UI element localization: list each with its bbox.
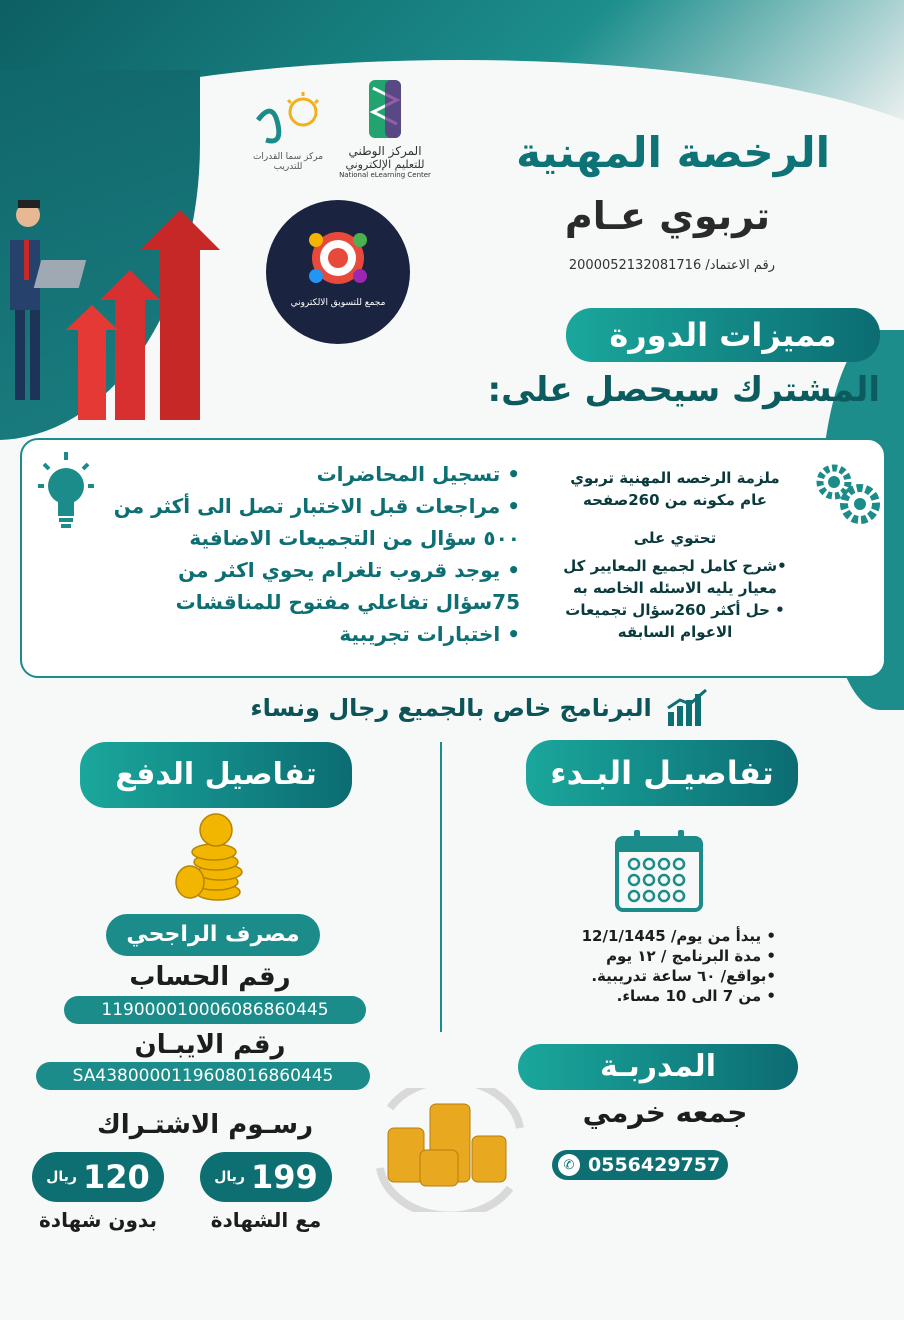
coin-stack-icon: [170, 812, 248, 902]
iban-label: رقم الايبـان: [134, 1030, 286, 1060]
iban-number[interactable]: SA4380000119608016860445: [36, 1062, 370, 1090]
payment-heading: تفاصيل الدفع: [80, 742, 352, 808]
growth-chart-icon: [664, 688, 710, 728]
account-label: رقم الحساب: [129, 962, 291, 992]
price-label: مع الشهادة: [210, 1208, 322, 1232]
start-item: • من 7 الى 10 مساء.: [616, 987, 776, 1005]
price-currency: ريال: [214, 1169, 245, 1185]
features-left-column: [110, 458, 520, 650]
lightbulb-icon: [28, 448, 104, 534]
section-divider: [440, 742, 442, 1032]
booklet-line-2: عام مكونه من 260صفحه: [583, 491, 767, 509]
phone-icon: ✆: [558, 1154, 580, 1176]
price-without-certificate: [32, 1152, 164, 1202]
start-item: •بواقع/ ٦٠ ساعة تدريبية.: [591, 967, 776, 985]
start-heading: تفاصيـل البـدء: [526, 740, 798, 806]
sama-logo-text: مركز سما القدرات للتدريب: [252, 152, 324, 172]
start-item: • مدة البرنامج / ١٢ يوم: [606, 947, 776, 965]
left-item: • يوجد قروب تلغرام يحوي اكثر من 75سؤال تفاعلي مفتوح للمناقشات: [175, 558, 520, 614]
coins-exchange-icon: [360, 1088, 540, 1212]
accreditation-number: رقم الاعتماد/ 2000052132081716: [568, 258, 775, 273]
booklet-line-1: ملزمة الرخصه المهنية تربوي: [570, 469, 780, 487]
price-currency: ريال: [46, 1169, 77, 1185]
price-amount: 199: [250, 1158, 318, 1196]
page-title: الرخصة المهنية: [516, 128, 830, 177]
marketing-logo: [266, 200, 410, 344]
program-note: [200, 686, 760, 730]
contains-label: تحتوي على: [633, 529, 717, 547]
target-icon: [298, 218, 378, 298]
program-note-text: البرنامج خاص بالجميع رجال ونساء: [250, 694, 652, 722]
price-amount: 120: [82, 1158, 150, 1196]
trainer-phone: 0556429757: [588, 1154, 721, 1176]
national-logo-en: National eLearning Center: [339, 171, 431, 179]
right-item: •شرح كامل لجميع المعايير كل معيار يليه الاسئله الخاصه به: [563, 557, 787, 597]
features-subheading: المشترك سيحصل على:: [487, 370, 880, 410]
left-item: • اختبارات تجريبية: [339, 622, 520, 646]
national-center-logo-icon: [365, 78, 405, 140]
gears-icon: [810, 460, 882, 524]
national-logo-ar-1: المركز الوطني: [348, 144, 422, 158]
calendar-icon: [614, 828, 704, 914]
features-heading: مميزات الدورة: [566, 308, 880, 362]
right-item: • حل أكثر 260سؤال تجميعات الاعوام السابقه: [565, 601, 785, 641]
account-number[interactable]: 119000010006086860445: [64, 996, 366, 1024]
businessman-growth-illustration: [0, 190, 230, 420]
price-label: بدون شهادة: [39, 1208, 157, 1232]
trainer-name: جمعه خرمي: [582, 1096, 748, 1129]
sama-logo: [238, 90, 338, 170]
page-subtitle: تربوي عـام: [564, 194, 770, 238]
trainer-phone-pill[interactable]: [552, 1150, 728, 1180]
national-logo-ar-2: للتعليم الإلكتروني: [345, 158, 425, 171]
start-item: • يبدأ من يوم/ 12/1/1445: [581, 927, 776, 945]
features-right-column: [540, 467, 810, 643]
left-item: • مراجعات قبل الاختبار تصل الى أكثر من ٥٠٠ سؤال من التجميعات الاضافية: [113, 494, 520, 550]
trainer-heading: المدربـة: [518, 1044, 798, 1090]
national-elearning-logo: [335, 78, 435, 179]
start-details-list: [520, 926, 776, 1006]
price-with-certificate: [200, 1152, 332, 1202]
bank-name: مصرف الراجحي: [106, 914, 320, 956]
lightbulb-logo-icon: [248, 90, 328, 148]
marketing-logo-text: مجمع للتسويق الالكتروني: [290, 298, 386, 308]
left-item: • تسجيل المحاضرات: [316, 462, 520, 486]
fees-label: رسـوم الاشتـراك: [96, 1110, 314, 1140]
